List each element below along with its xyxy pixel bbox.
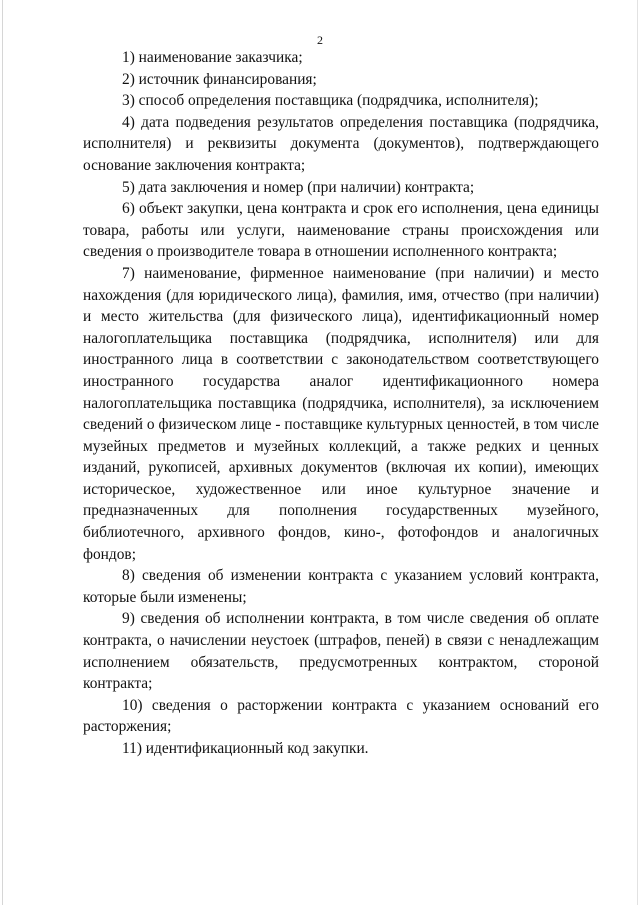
list-item: 8) сведения об изменении контракта с указанием условий контракта, которые были изменены; xyxy=(83,567,599,606)
list-item: 9) сведения об исполнении контракта, в том числе сведения об оплате контракта, о начислении неустоек (штрафов, пеней) в связи с ненадлежащим исполнением обязательств, предусмотренных контрактом, стороной контракта; xyxy=(83,610,599,693)
list-item: 5) дата заключения и номер (при наличии) контракта; xyxy=(122,178,475,196)
list-item: 7) наименование, фирменное наименование (при наличии) и место нахождения (для юридического лица), фамилия, имя, отчество (при наличии) и место жительства (для физического лица), идентификационный номер налогоплательщика поставщика (подрядчика, исполнителя) или для иностранного лица в соответствии с законодательством соответствующего иностранного государства аналог идентификационного номера налогоплательщика поставщика (подрядчика, исполнителя), за исключением сведений о физическом лице - поставщике культурных ценностей, в том числе музейных предметов и музейных коллекций, а также редких и ценных изданий, рукописей, архивных документов (включая их копии), имеющих историческое, художественное или иное культурное значение и предназначенных для пополнения государственных музейного, библиотечного, архивного фондов, кино-, фотофондов и аналогичных фондов; xyxy=(83,264,599,563)
scan-edge-right xyxy=(637,0,638,905)
page-number: 2 xyxy=(317,33,323,47)
list-item: 6) объект закупки, цена контракта и срок его исполнения, цена единицы товара, работы или услуги, наименование страны происхождения или сведения о производителе товара в отношении исполненного контракта; xyxy=(83,200,599,261)
scan-edge-left xyxy=(2,0,3,905)
list-item: 11) идентификационный код закупки. xyxy=(122,740,369,757)
list-item: 4) дата подведения результатов определения поставщика (подрядчика, исполнителя) и реквизиты документа (документов), подтверждающего основание заключения контракта; xyxy=(83,113,599,174)
list-item: 1) наименование заказчика; xyxy=(122,49,303,66)
list-item: 2) источник финансирования; xyxy=(122,70,317,88)
list-item: 10) сведения о расторжении контракта с указанием оснований его расторжения; xyxy=(83,696,599,736)
list-item: 3) способ определения поставщика (подрядчика, исполнителя); xyxy=(122,92,539,110)
document-body xyxy=(83,47,599,760)
